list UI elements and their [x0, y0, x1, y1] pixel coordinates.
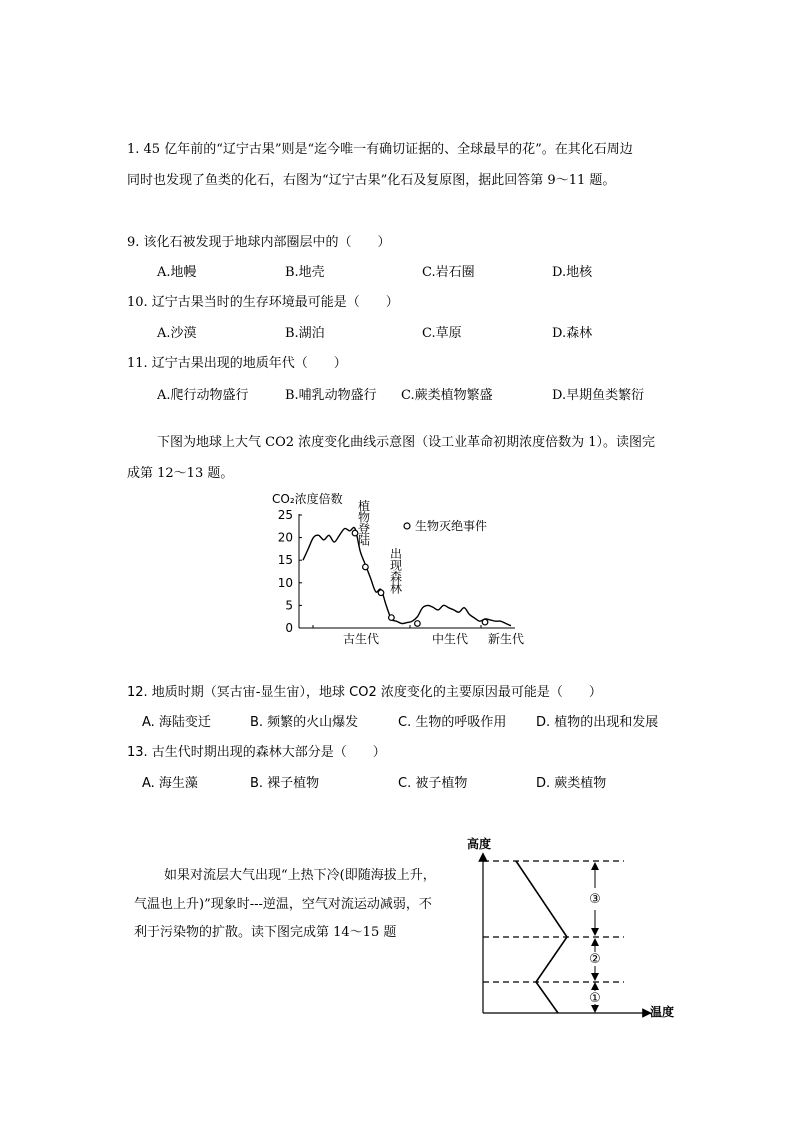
q12-option-d: D. 植物的出现和发展: [536, 715, 659, 730]
question-9-stem: 9. 该化石被发现于地球内部圈层中的（ ）: [127, 235, 391, 250]
q13-option-c: C. 被子植物: [398, 776, 468, 791]
q10-option-b: B.湖泊: [285, 326, 325, 341]
q9-option-a: A.地幔: [157, 265, 197, 280]
extinction-event-marker: [482, 619, 488, 625]
extinction-event-marker: [389, 615, 395, 621]
y-tick-label: 5: [285, 598, 293, 613]
q10-option-d: D.森林: [552, 326, 593, 341]
intro3-line3: 利于污染物的扩散。读下图完成第 14～15 题: [134, 925, 397, 940]
question-10-stem: 10. 辽宁古果当时的生存环境最可能是（ ）: [127, 295, 399, 310]
q11-option-b: B.哺乳动物盛行: [285, 388, 377, 403]
legend-label: 生物灭绝事件: [415, 519, 488, 533]
intro2-line1: 下图为地球上大气 CO2 浓度变化曲线示意图（设工业革命初期浓度倍数为 1）。读图完: [157, 435, 656, 450]
q12-option-b: B. 频繁的火山爆发: [250, 715, 359, 730]
y-tick-label: 15: [277, 553, 293, 568]
layer-label-1: ①: [589, 991, 601, 1006]
era-paleozoic: 古生代: [343, 632, 380, 646]
y-axis: [278, 508, 302, 635]
q9-option-d: D.地核: [552, 265, 593, 280]
temperature-inversion-diagram: [462, 832, 684, 1024]
q12-option-c: C. 生物的呼吸作用: [398, 715, 507, 730]
extinction-event-marker: [378, 590, 384, 596]
era-mesozoic: 中生代: [432, 632, 469, 646]
intro-paragraph-1: [127, 140, 633, 191]
q11-option-a: A.爬行动物盛行: [157, 388, 249, 403]
q11-option-c: C.蕨类植物繁盛: [401, 388, 493, 403]
co2-curve: [303, 528, 511, 626]
question-12-stem: 12. 地质时期（冥古宙-显生宙），地球 CO2 浓度变化的主要原因最可能是（ ）: [127, 685, 602, 700]
intro1-line2: 同时也发现了鱼类的化石，右图为“辽宁古果”化石及复原图，据此回答第 9～11 题。: [127, 173, 616, 188]
legend-marker: [404, 523, 410, 529]
extinction-event-marker: [352, 530, 358, 536]
extinction-event-marker: [363, 564, 369, 570]
question-11-stem: 11. 辽宁古果出现的地质年代（ ）: [127, 356, 347, 371]
q10-option-a: A.沙漠: [157, 326, 197, 341]
y-tick-label: 0: [285, 621, 293, 635]
q13-option-d: D. 蕨类植物: [536, 776, 607, 791]
layer-label-2: ②: [589, 952, 601, 967]
q13-option-b: B. 裸子植物: [250, 776, 320, 791]
co2-concentration-chart: [265, 486, 540, 646]
intro2-line2: 成第 12～13 题。: [127, 466, 234, 481]
annotation-forest-appear: [390, 546, 402, 596]
svg-text:出现森林: 出现森林: [389, 547, 403, 596]
chart-ylabel: CO₂浓度倍数: [272, 492, 343, 506]
intro1-line1: 1. 45 亿年前的“辽宁古果”则是“迄今唯一有确切证据的、全球最早的花”。在其化石周边: [127, 142, 633, 157]
layer-label-3: ③: [589, 892, 601, 907]
intro3-line2: 气温也上升)”现象时---逆温，空气对流运动减弱，不: [134, 897, 432, 912]
q10-option-c: C.草原: [422, 326, 462, 341]
extinction-event-marker: [415, 621, 421, 627]
question-13-stem: 13. 古生代时期出现的森林大部分是（ ）: [127, 745, 386, 760]
axis-label-height: 高度: [467, 837, 492, 851]
q12-option-a: A. 海陆变迁: [142, 715, 211, 730]
y-tick-label: 25: [277, 508, 293, 522]
annotation-plant-landing: [358, 498, 370, 548]
q9-option-b: B.地壳: [285, 265, 325, 280]
axis-label-temperature: 温度: [650, 1005, 675, 1019]
q11-option-d: D.早期鱼类繁衍: [552, 388, 645, 403]
era-cenozoic: 新生代: [488, 632, 525, 646]
q9-option-c: C.岩石圈: [422, 265, 475, 280]
q13-option-a: A. 海生藻: [142, 776, 198, 791]
y-tick-label: 10: [277, 575, 293, 590]
intro3-line1: 如果对流层大气出现“上热下冷(即随海拔上升，: [164, 868, 436, 883]
svg-text:植物登陆: 植物登陆: [357, 499, 371, 548]
y-tick-label: 20: [277, 530, 293, 545]
